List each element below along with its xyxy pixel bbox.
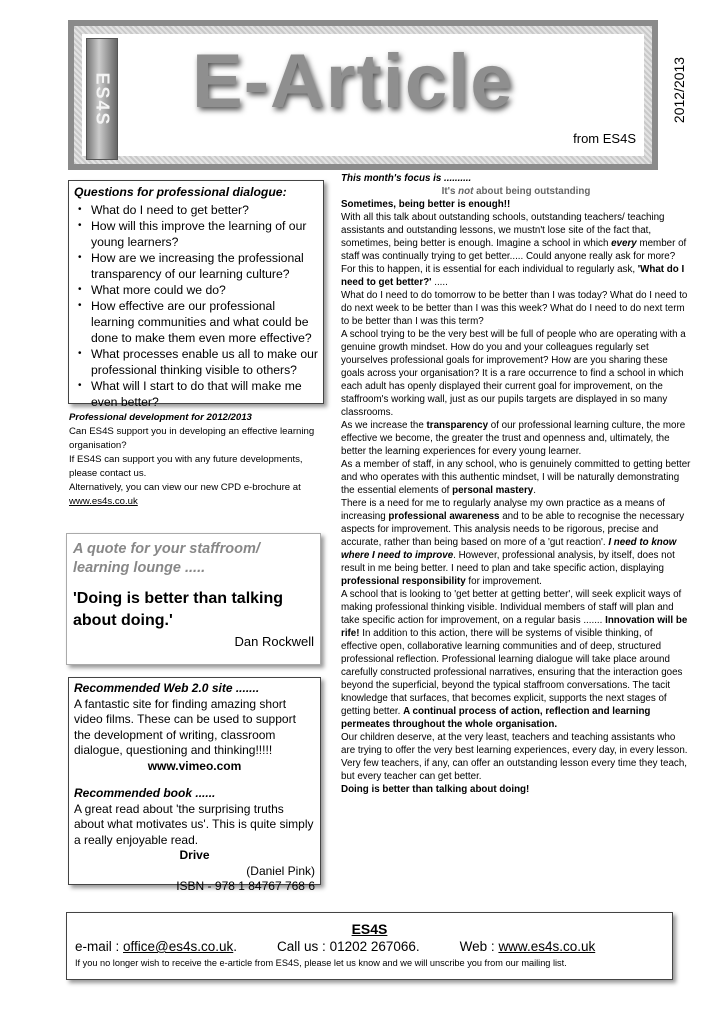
email-label: e-mail : [75,939,124,954]
questions-list [74,202,318,410]
question-item: • How are we increasing the professional transparency of our learning culture? [74,250,318,282]
article-p6 [341,419,691,458]
article-p9 [341,588,691,731]
unsubscribe-note: If you no longer wish to receive the e-article from ES4S, please let us know and we will unscribe you from our mailing list. [75,958,567,968]
year-label [668,30,690,150]
recommended-box [68,677,321,893]
article-p7 [341,458,691,497]
focus-c: about being outstanding [473,186,591,197]
article-p1 [341,198,691,211]
page-title: E-Article [192,39,514,124]
web-text: A fantastic site for finding amazing short video films. These can be used to support the development of writing, classroom dialogue, questioning and thinking!!!!! [74,696,296,757]
article-p9-a: A school that is looking to 'get better at getting better', will seek explicit ways of making professional thinking visible. Individual members of staff will plan and take specific action for improvement, on a regular basis ....... [341,589,682,626]
article-p3-b: ..... [431,277,448,288]
es4s-logo [86,38,118,160]
focus-a: It's [441,186,459,197]
article-p9-b: In addition to this action, there will be systems of visible thinking, of effective open, collaborative learning communities and of deep, structured professional reflection. Professional learning dialogue will take place around carefully constructed professional narratives, ensuring that the interaction goes beyond the superficial, beyond the typical staffroom conversations. The tacit knowledge that surfaces, that becomes explicit, supports the next stages of getting better. [341,628,683,717]
quote-text: 'Doing is better than talking about doing.' [73,590,284,629]
article-p8-em: I need to know where I need to improve [341,537,677,561]
article-p6-bold: transparency [426,420,489,431]
footer-contact-row [75,939,664,954]
book-author: (Daniel Pink) [246,863,315,878]
from-label: from ES4S [573,131,636,146]
quote-author: Dan Rockwell [234,634,314,649]
book-title: Drive [179,848,210,862]
quote-heading: A quote for your staffroom/ learning lounge ..... [73,541,260,576]
footer-phone: Call us : 01202 267066. [277,939,420,954]
focus-label [341,172,691,185]
quote-box [66,533,321,665]
article-p2-a: With all this talk about outstanding schools, outstanding teachers/ teaching assistants and outstanding lessons, we mustn't lose site of the fact that, sometimes, being better is enough. Imagine a school in which [341,212,665,249]
question-item: • What processes enable us all to make our professional thinking visible to others? [74,346,318,378]
question-item: • How effective are our professional learning communities and what could be done to make them even more effective? [74,298,318,346]
article-p7-a: As a member of staff, in any school, who is genuinely committed to getting better and who operates with this authentic mindset, I will be naturally demonstrating the essential elements of [341,459,691,496]
article-p2 [341,211,691,263]
book-text: A great read about 'the surprising truths about what motivates us'. This is quite simply a really enjoyable read. [74,801,314,847]
header-inner [82,34,644,156]
prof-dev-heading: Professional development for 2012/2013 [69,412,252,423]
prof-dev-line2: If ES4S can support you with any future developments, please contact us. [69,454,303,479]
article-p11-bold: Doing is better than talking about doing! [341,784,530,795]
web-label: Web : [459,939,499,954]
focus-label-text: This month's focus is .......... [341,173,472,184]
article-p1-bold: Sometimes, being better is enough!! [341,199,511,210]
footer-box [66,912,673,980]
article-p3-bold: 'What do I need to get better?' [341,264,685,288]
article-p8-c: . However, professional analysis, by itself, does not result in me being better. I need to plan and take specific action, displaying [341,550,675,574]
article-p2-em: every [611,238,637,249]
footer-web [460,939,596,954]
prof-dev-line3-text: Alternatively, you can view our new CPD e-brochure at [69,482,301,493]
prof-dev-line1: Can ES4S support you in developing an effective learning organisation? [69,426,315,451]
article-p2-b: member of staff was continually trying to get better..... Could anyone really ask for more? [341,238,687,262]
article-column [341,172,691,796]
article-p8-d: for improvement. [465,576,542,587]
question-item: • How will this improve the learning of our young learners? [74,218,318,250]
focus-b: not [458,186,474,197]
article-p8 [341,497,691,588]
article-p9-bold2: A continual process of action, reflection and learning permeates throughout the whole organisation. [341,706,651,730]
article-p10: Our children deserve, at the very least, teachers and teaching assistants who are trying to offer the very best learning experiences, every day, in every lesson. Very few teachers, if any, can offer an outstanding lesson every time they teach, but every teacher can get better. [341,732,688,782]
article-p8-a: There is a need for me to regularly analyse my own practice as a means of increasing [341,498,665,522]
article-p8-b: and to be able to recognise the necessary aspects for improvement. This analysis needs to be rigorous, precise and accurate, rather than being based on more of a 'gut reaction'. [341,511,685,548]
cpd-brochure-link[interactable]: www.es4s.co.uk [69,496,138,507]
question-item: • What will I start to do that will make me even better? [74,378,318,410]
website-link[interactable]: www.es4s.co.uk [498,939,596,954]
question-item: • What do I need to get better? [74,202,318,218]
book-heading: Recommended book ...... [74,786,216,800]
questions-heading: Questions for professional dialogue: [74,185,287,199]
article-p8-bold: professional awareness [388,511,500,522]
footer-email [75,939,237,954]
vimeo-link[interactable]: www.vimeo.com [147,758,242,773]
article-p3-a: For this to happen, it is essential for each individual to regularly ask, [341,264,638,275]
email-end: . [233,939,238,954]
article-p11 [341,783,691,796]
article-p7-bold: personal mastery [452,485,534,496]
header-banner [68,20,658,170]
article-p3 [341,263,691,289]
email-link[interactable]: office@es4s.co.uk [123,939,234,954]
questions-box [68,180,324,409]
article-p6-b: of our professional learning culture, the more effective we become, the greater the trust and openness and, ultimately, the better the learning experiences for every young learner. [341,420,686,457]
article-p4: What do I need to do tomorrow to be better than I was today? What do I need to do next week to be better than I was this week? What do I need to do next term to be better than I was this term? [341,290,688,327]
question-item: • What more could we do? [74,282,318,298]
focus-title [341,185,691,198]
article-p7-b: . [533,485,536,496]
article-p8-bold2: professional responsibility [341,576,466,587]
logo-text: ES4S [92,71,113,127]
prof-dev-line3 [69,481,324,509]
spacer [74,774,315,786]
article-p9-bold: Innovation will be rife! [341,615,688,639]
article-p6-a: As we increase the [341,420,427,431]
footer-title: ES4S [351,921,388,937]
prof-dev-section [69,411,324,509]
article-p5: A school trying to be the very best will be full of people who are operating with a genuine growth mindset. How do you and your colleagues regularly set yourselves professional goals for improvement? How are you sharing these goals across your organisation? It is a rare occurrence to find a school in which each adult has openly displayed their current goal for improvement, on the staffroom's working wall, just as our pupils targets are displayed in so many classrooms. [341,329,686,418]
web-heading: Recommended Web 2.0 site ....... [74,681,260,695]
book-isbn: ISBN - 978 1 84767 768 6 [176,879,315,893]
year-text: 2012/2013 [671,56,687,124]
